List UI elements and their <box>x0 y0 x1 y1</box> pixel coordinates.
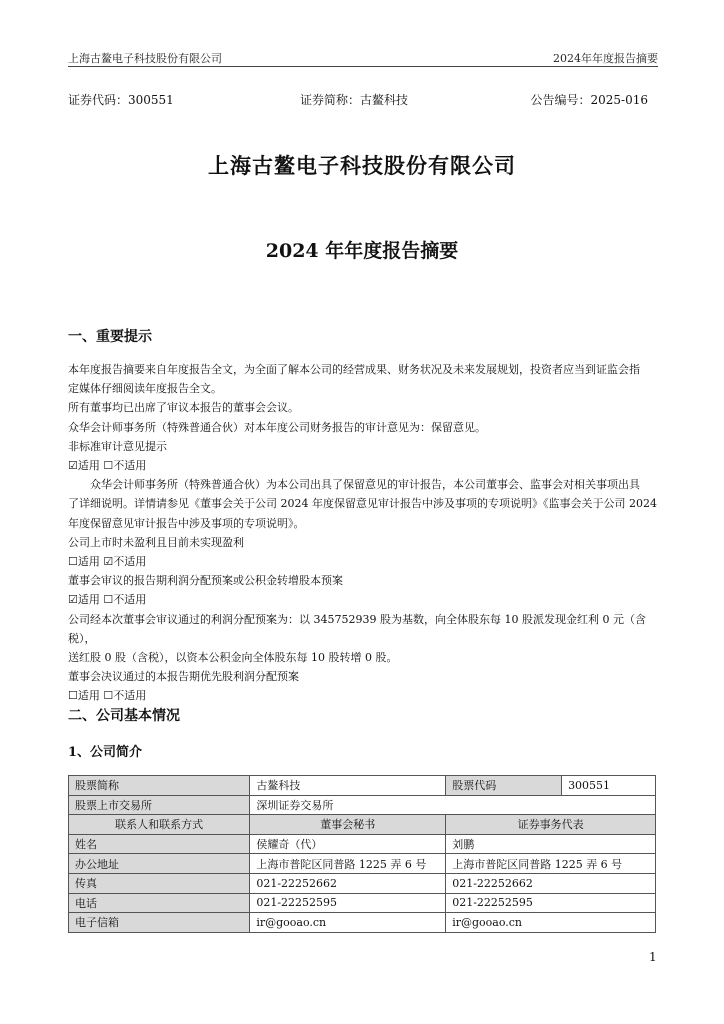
secretary-cell: 侯耀奇（代） <box>250 834 446 854</box>
text-line: 公司经本次董事会审议通过的利润分配预案为：以 345752939 股为基数，向全体股东每 10 股派发现金红利 0 元（含税）， <box>68 612 646 645</box>
company-title: 上海古鳌电子科技股份有限公司 <box>208 153 516 178</box>
section-company-basics-heading: 二、公司基本情况 <box>68 708 180 724</box>
table-row <box>69 854 656 874</box>
exchange-value: 深圳证券交易所 <box>250 795 656 815</box>
stock-short-label: 股票简称 <box>69 776 250 796</box>
text-line: 所有董事均已出席了审议本报告的董事会会议。 <box>68 401 299 415</box>
secretary-header: 董事会秘书 <box>250 815 446 835</box>
table-row <box>69 834 656 854</box>
rep-cell: 021-22252595 <box>446 893 656 913</box>
text-line: 董事会决议通过的本报告期优先股利润分配预案 <box>68 670 299 684</box>
contact-header: 联系人和联系方式 <box>69 815 250 835</box>
text-line: 送红股 0 股（含税），以资本公积金向全体股东每 10 股转增 0 股。 <box>68 651 398 665</box>
table-row <box>69 776 656 796</box>
text-line: 非标准审计意见提示 <box>68 439 167 453</box>
row-label: 电子信箱 <box>69 913 250 933</box>
table-row <box>69 815 656 835</box>
text-line: 本年度报告摘要来自年度报告全文，为全面了解本公司的经营成果、财务状况及未来发展规划，投资者应当到证监会指 <box>68 363 640 376</box>
table-row <box>69 913 656 933</box>
rep-cell: 021-22252662 <box>446 873 656 893</box>
secretary-cell: 上海市普陀区同普路 1225 弄 6 号 <box>250 854 446 874</box>
row-label: 办公地址 <box>69 854 250 874</box>
secretary-cell: 021-22252595 <box>250 893 446 913</box>
rep-cell: 刘鹏 <box>446 834 656 854</box>
text-line: 年度保留意见审计报告中涉及事项的专项说明》。 <box>68 516 305 530</box>
stock-short-value: 古鳌科技 <box>250 776 446 796</box>
checkbox-line: ☑适用 ☐不适用 <box>68 593 147 607</box>
secretary-cell: 021-22252662 <box>250 873 446 893</box>
row-label: 传真 <box>69 873 250 893</box>
page-number: 1 <box>649 950 657 964</box>
report-title: 2024 年年度报告摘要 <box>265 240 459 262</box>
header-report-title: 2024年年度报告摘要 <box>553 52 658 65</box>
secretary-email[interactable]: ir@gooao.cn <box>250 913 446 933</box>
rep-email[interactable]: ir@gooao.cn <box>446 913 656 933</box>
company-profile-table <box>68 775 656 933</box>
text-line: 董事会审议的报告期利润分配预案或公积金转增股本预案 <box>68 574 343 588</box>
checkbox-line: ☑适用 ☐不适用 <box>68 459 147 473</box>
row-label: 姓名 <box>69 834 250 854</box>
text-line: 定媒体仔细阅读年度报告全文。 <box>68 382 222 396</box>
table-row <box>69 795 656 815</box>
section-important-notes-heading: 一、重要提示 <box>68 329 152 345</box>
text-line: 了详细说明。详情请参见《董事会关于公司 2024 年度保留意见审计报告中涉及事项的专项说明》《监事会关于公司 2024 <box>68 497 657 511</box>
header-company: 上海古鳌电子科技股份有限公司 <box>68 52 222 65</box>
row-label: 电话 <box>69 893 250 913</box>
text-line: 公司上市时未盈利且目前未实现盈利 <box>68 535 244 549</box>
text-line: 众华会计师事务所（特殊普通合伙）为本公司出具了保留意见的审计报告，本公司董事会、监事会对相关事项出具 <box>90 478 640 492</box>
table-row <box>69 893 656 913</box>
rep-header: 证券事务代表 <box>446 815 656 835</box>
important-notes-body <box>68 360 658 706</box>
checkbox-line: ☐适用 ☑不适用 <box>68 555 147 569</box>
stock-short-name: 证券简称：古鳌科技 <box>300 93 409 107</box>
exchange-label: 股票上市交易所 <box>69 795 250 815</box>
stock-code-label: 股票代码 <box>446 776 562 796</box>
rep-cell: 上海市普陀区同普路 1225 弄 6 号 <box>446 854 656 874</box>
notice-number: 公告编号：2025-016 <box>530 93 648 107</box>
header-rule <box>68 66 658 67</box>
checkbox-line: ☐适用 ☐不适用 <box>68 689 147 703</box>
stock-code-value: 300551 <box>562 776 656 796</box>
text-line: 众华会计师事务所（特殊普通合伙）对本年度公司财务报告的审计意见为：保留意见。 <box>68 420 486 434</box>
company-profile-subheading: 1、公司简介 <box>68 745 143 760</box>
stock-code: 证券代码：300551 <box>68 93 174 107</box>
table-row <box>69 873 656 893</box>
